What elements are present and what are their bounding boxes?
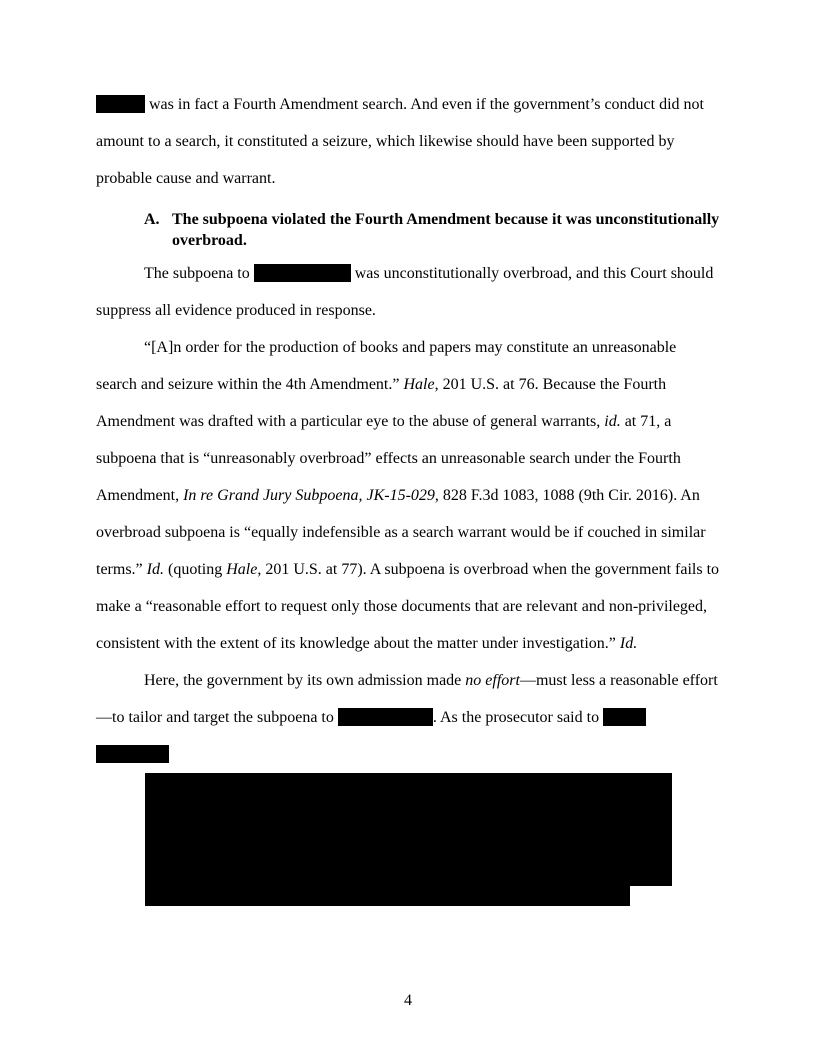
heading-label: A. — [144, 211, 160, 228]
body-text: Here, the government by its own admission made — [144, 672, 466, 689]
redacted-block-quote — [145, 773, 720, 906]
inline-redaction — [254, 264, 351, 282]
paragraph-subpoena-overbroad — [96, 255, 720, 329]
document-body — [96, 86, 720, 906]
paragraph-legal-standard — [96, 329, 720, 662]
redaction-bar — [145, 886, 630, 906]
body-text: . As the prosecutor said to — [432, 709, 604, 726]
section-heading-a — [144, 209, 720, 251]
inline-redaction — [603, 708, 646, 726]
body-text: , 201 U.S. at 76. Because the Fourth Amendment was drafted with a particular eye to the abuse of general warrants, — [96, 376, 667, 430]
inline-redaction — [96, 745, 169, 763]
citation-text: Id. — [146, 561, 164, 578]
body-text: “[A]n order for the production of books and papers may constitute an unreasonable search and seizure within the 4th Amendment.” — [96, 339, 677, 393]
body-text: , 201 U.S. at 77). A subpoena is overbroad when the government fails to make a “reasonable effort to request only those documents that are relevant and non-privileged, consistent with the extent of its knowledge about the matter under investigation.” — [96, 561, 720, 652]
citation-text: Hale — [403, 376, 435, 393]
citation-text: no effort — [465, 672, 520, 689]
body-text: , 828 F.3d 1083, 1088 (9th Cir. 2016). An overbroad subpoena is “equally indefensible as a search warrant would be if couched in similar terms.” — [96, 487, 706, 578]
heading-text: The subpoena violated the Fourth Amendment because it was unconstitutionally overbroad. — [172, 211, 720, 249]
paragraph-no-effort — [96, 662, 720, 773]
citation-text: In re Grand Jury Subpoena, JK-15-029 — [183, 487, 435, 504]
paragraph-continuation — [96, 86, 720, 197]
body-text: was in fact a Fourth Amendment search. And even if the government’s conduct did not amount to a search, it constituted a seizure, which likewise should have been supported by probable cause and warrant. — [96, 96, 704, 187]
inline-redaction — [338, 708, 433, 726]
body-text: at 71, a subpoena that is “unreasonably overbroad” effects an unreasonable search under the Fourth Amendment, — [96, 413, 681, 504]
body-text: —must less a reasonable effort—to tailor and target the subpoena to — [96, 672, 718, 726]
redaction-bar — [145, 773, 672, 886]
citation-text: Hale — [226, 561, 258, 578]
body-text: was unconstitutionally overbroad, and this Court should suppress all evidence produced in response. — [96, 265, 714, 319]
body-text: The subpoena to — [144, 265, 254, 282]
page-number: 4 — [404, 992, 412, 1009]
body-text: (quoting — [163, 561, 227, 578]
citation-text: Id. — [619, 635, 638, 652]
inline-redaction — [96, 95, 145, 113]
citation-text: id. — [604, 413, 621, 430]
